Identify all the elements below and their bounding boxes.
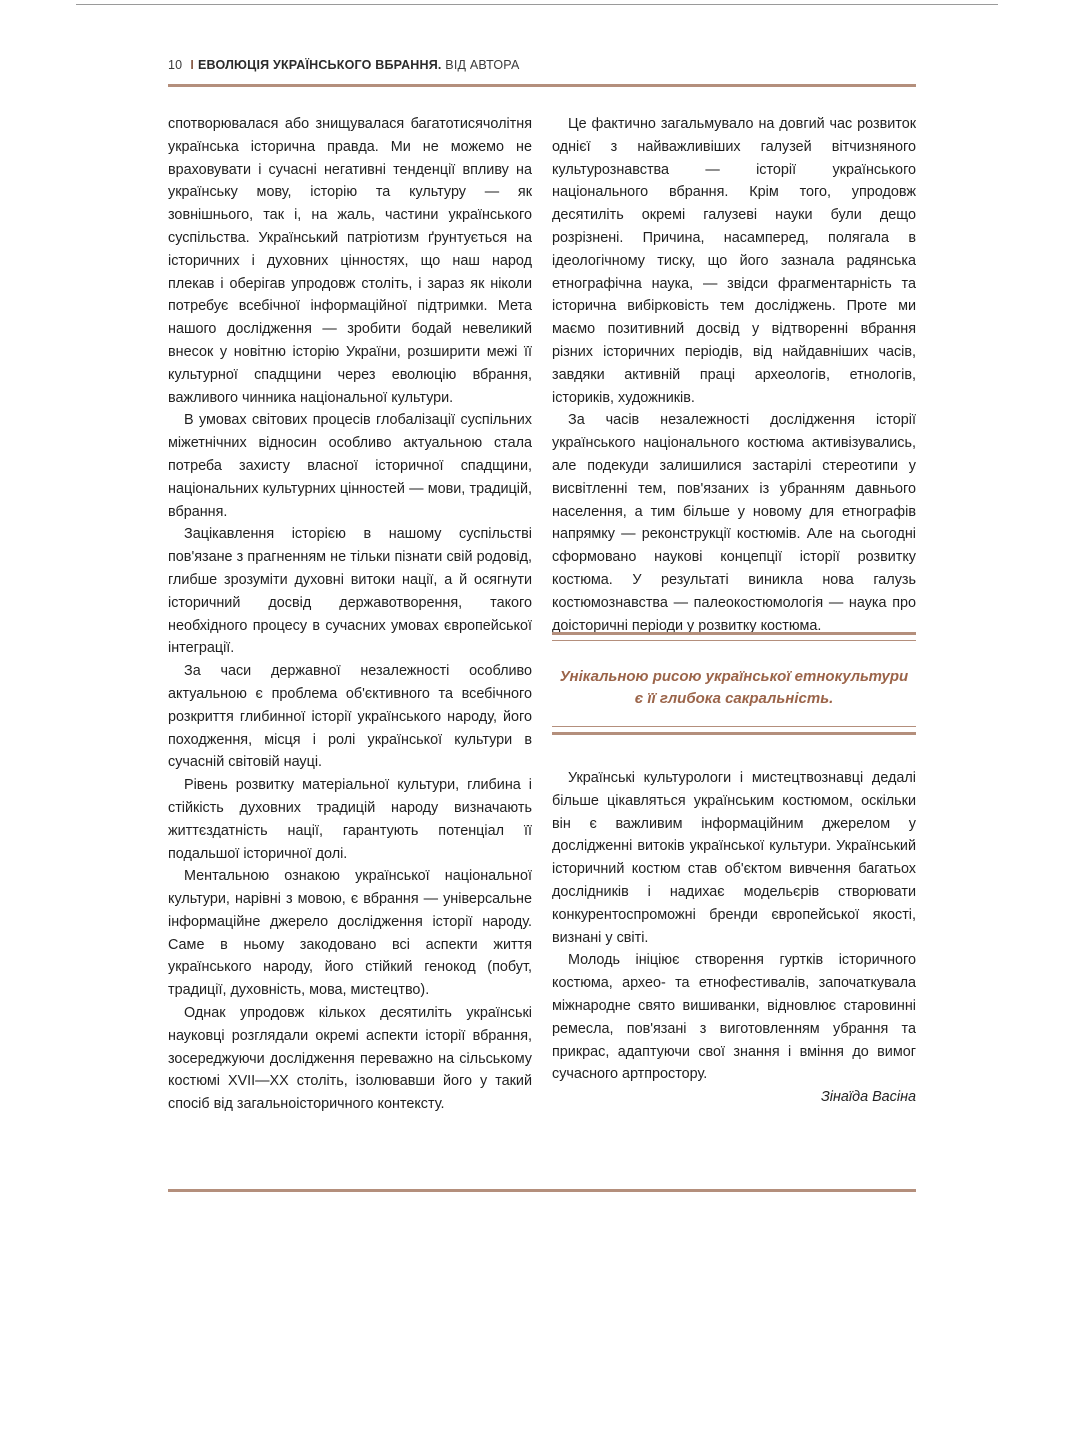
pull-quote [552, 632, 916, 740]
paragraph: Молодь ініціює створення гуртків історичного костюма, археo- та етнофестивалів, започаткувала міжнародне свято вишиванки, відновлює старовинні ремесла, пов'язані з виготовленням убрання та прикрас, адаптуючи свої знання і вміння до вимог сучасного артпростору. [552, 952, 916, 1083]
paragraph: Ментальною ознакою української національної культури, нарівні з мовою, є вбрання — універсальне інформаційне джерело дослідження історії народу. Саме в ньому закодовано всі аспекти життя українського народу, його стійкий генокод (побут, традиції, духовність, мова, мистецтво). [168, 868, 532, 999]
paragraph: За часів незалежності дослідження історії українського національного костюма активізувались, але подекуди залишилися застарілі стереотипи у висвітленні тем, пов'язаних із убранням давнього населення, а тим більше у новому для етнографів напрямку — реконструкції костюмів. Але на сьогодні сформовано наукові концепції історії розвитку костюма. У результаті виникла нова галузь костюмознавства — палеокостюмологія — наука про доісторичні періоди у розвитку костюма. [552, 412, 916, 634]
paragraph: спотворювалася або знищувалася багатотисячолітня українська історична правда. Ми не можемо не враховувати і сучасні негативні тенденції впливу на українську мову, історію та культуру — як зовнішнього, так і, на жаль, частини українського суспільства. Український патріотизм ґрунтується на історичних і духовних цінностях, що наш народ плекав і оберігав упродовж століть, і зараз як ніколи потребує всебічної інформаційної підтримки. Мета нашого дослідження — зробити бодай невеликий внесок у новітню історію України, розширити межі її культурної спадщини через еволюцію вбрання, важливого чинника національної культури. [168, 116, 532, 406]
paragraph: За часи державної незалежності особливо актуальною є проблема об'єктивного та всебічного розкриття глибинної історії українського народу, його походження, місця і ролі української культури в сучасній світовій науці. [168, 663, 532, 771]
book-title: ЕВОЛЮЦІЯ УКРАЇНСЬКОГО ВБРАННЯ. [198, 58, 442, 72]
page-number: 10 [168, 58, 183, 72]
footer-rule [168, 1189, 916, 1192]
section-name: ВІД АВТОРА [445, 58, 520, 72]
pull-quote-line: є її глибока сакральність. [634, 690, 834, 707]
pull-quote-text [552, 666, 916, 710]
quote-rule [552, 640, 916, 641]
paragraph: Однак упродовж кількох десятиліть українські науковці розглядали окремі аспекти історії вбрання, зосереджуючи дослідження переважно на сільському костюмі XVII—XX століть, ізолювавши його у такий спосіб від загальноісторичного контексту. [168, 1005, 532, 1113]
pull-quote-line: Унікальною рисою української етнокультури [559, 668, 909, 685]
paragraph: Рівень розвитку матеріальної культури, глибина і стійкість духовних традицій народу визначають життєздатність нації, гарантують потенціал її подальшої історичної долі. [168, 777, 532, 862]
quote-rule [552, 726, 916, 727]
header-separator: I [190, 58, 194, 72]
top-border-rule [76, 4, 998, 5]
left-column [168, 113, 532, 1116]
paragraph: Українські культурологи і мистецтвознавці дедалі більше цікавляться українським костюмом, оскільки він є важливим інформаційним джерелом у дослідженні витоків української культури. Український історичний костюм став об'єктом вивчення багатьох дослідників і надихає модельєрів створювати конкурентоспроможні бренди європейської якості, визнані у світі. [552, 770, 916, 946]
running-header [168, 58, 916, 72]
paragraph: В умовах світових процесів глобалізації суспільних міжетнічних відносин особливо актуальною стала потреба захисту власної історичної спадщини, національних культурних цінностей — мови, традицій, вбрання. [168, 412, 532, 520]
paragraph: Зацікавлення історією в нашому суспільстві пов'язане з прагненням не тільки пізнати свій родовід, глибше зрозуміти духовні витоки нації, а й осягнути історичний досвід державотворення, такого необхідного процесу в сучасних умовах європейської інтеграції. [168, 526, 532, 657]
header-rule [168, 84, 916, 87]
quote-rule [552, 632, 916, 635]
right-column-top [552, 113, 916, 637]
paragraph: Це фактично загальмувало на довгий час розвиток однієї з найважливіших галузей вітчизняного культурознавства — історії українського національного вбрання. Крім того, упродовж десятиліть окремі галузеві науки були дещо розрізнені. Причина, насамперед, полягала в ідеологічному тиску, що його зазнала радянська етнографічна наука, — звідси фрагментарність та історична вибірковість тем досліджень. Проте ми маємо позитивний досвід у відтворенні вбрання різних історичних періодів, від найдавніших часів, завдяки активній праці археологів, етнологів, істориків, художників. [552, 116, 916, 406]
author-signature: Зінаїда Васіна [820, 1089, 916, 1106]
right-column-bottom [552, 767, 916, 1109]
quote-rule [552, 732, 916, 735]
